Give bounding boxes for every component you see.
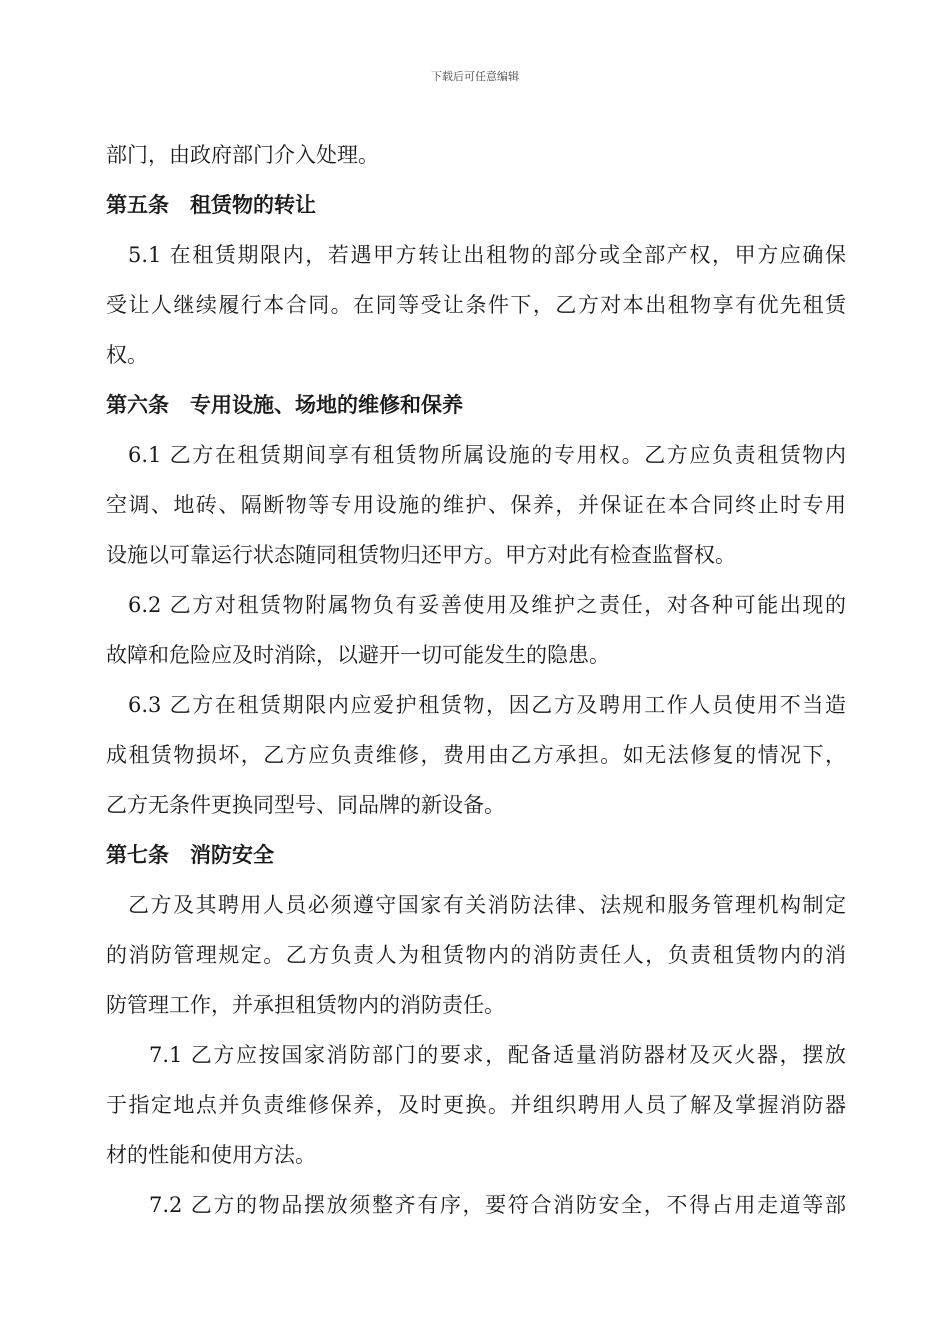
paragraph-line: 乙方无条件更换同型号、同品牌的新设备。 <box>106 793 505 817</box>
paragraph-line: 受让人继续履行本合同。在同等受让条件下，乙方对本出租物享有优先租赁 <box>106 293 846 317</box>
paragraph-line: 材的性能和使用方法。 <box>106 1143 316 1167</box>
paragraph-line: 空调、地砖、隔断物等专用设施的维护、保养，并保证在本合同终止时专用 <box>106 493 846 517</box>
paragraph-line: 成租赁物损坏，乙方应负责维修，费用由乙方承担。如无法修复的情况下， <box>106 743 846 767</box>
paragraph-line: 的消防管理规定。乙方负责人为租赁物内的消防责任人，负责租赁物内的消 <box>106 943 846 967</box>
paragraph-line: 7.1 乙方应按国家消防部门的要求，配备适量消防器材及灭火器，摆放 <box>149 1043 846 1067</box>
paragraph-line: 7.2 乙方的物品摆放须整齐有序，要符合消防安全，不得占用走道等部 <box>149 1193 846 1217</box>
section-heading: 第六条 专用设施、场地的维修和保养 <box>106 393 463 417</box>
paragraph-line: 6.1 乙方在租赁期间享有租赁物所属设施的专用权。乙方应负责租赁物内 <box>128 443 846 467</box>
paragraph-line: 6.2 乙方对租赁物附属物负有妥善使用及维护之责任，对各种可能出现的 <box>128 593 846 617</box>
paragraph-line: 6.3 乙方在租赁期限内应爱护租赁物，因乙方及聘用工作人员使用不当造 <box>128 693 846 717</box>
section-heading: 第七条 消防安全 <box>106 843 274 867</box>
section-heading: 第五条 租赁物的转让 <box>106 193 316 217</box>
paragraph-line: 故障和危险应及时消除，以避开一切可能发生的隐患。 <box>106 643 610 667</box>
paragraph-line: 设施以可靠运行状态随同租赁物归还甲方。甲方对此有检查监督权。 <box>106 543 736 567</box>
paragraph-line: 乙方及其聘用人员必须遵守国家有关消防法律、法规和服务管理机构制定 <box>128 893 846 917</box>
page-header-note: 下载后可任意编辑 <box>431 70 519 83</box>
paragraph-line: 防管理工作，并承担租赁物内的消防责任。 <box>106 993 505 1017</box>
paragraph-line: 5.1 在租赁期限内，若遇甲方转让出租物的部分或全部产权，甲方应确保 <box>128 243 846 267</box>
paragraph-line: 权。 <box>106 343 148 367</box>
document-body <box>106 130 846 1230</box>
paragraph-line: 部门，由政府部门介入处理。 <box>106 143 379 167</box>
paragraph-line: 于指定地点并负责维修保养，及时更换。并组织聘用人员了解及掌握消防器 <box>106 1093 846 1117</box>
